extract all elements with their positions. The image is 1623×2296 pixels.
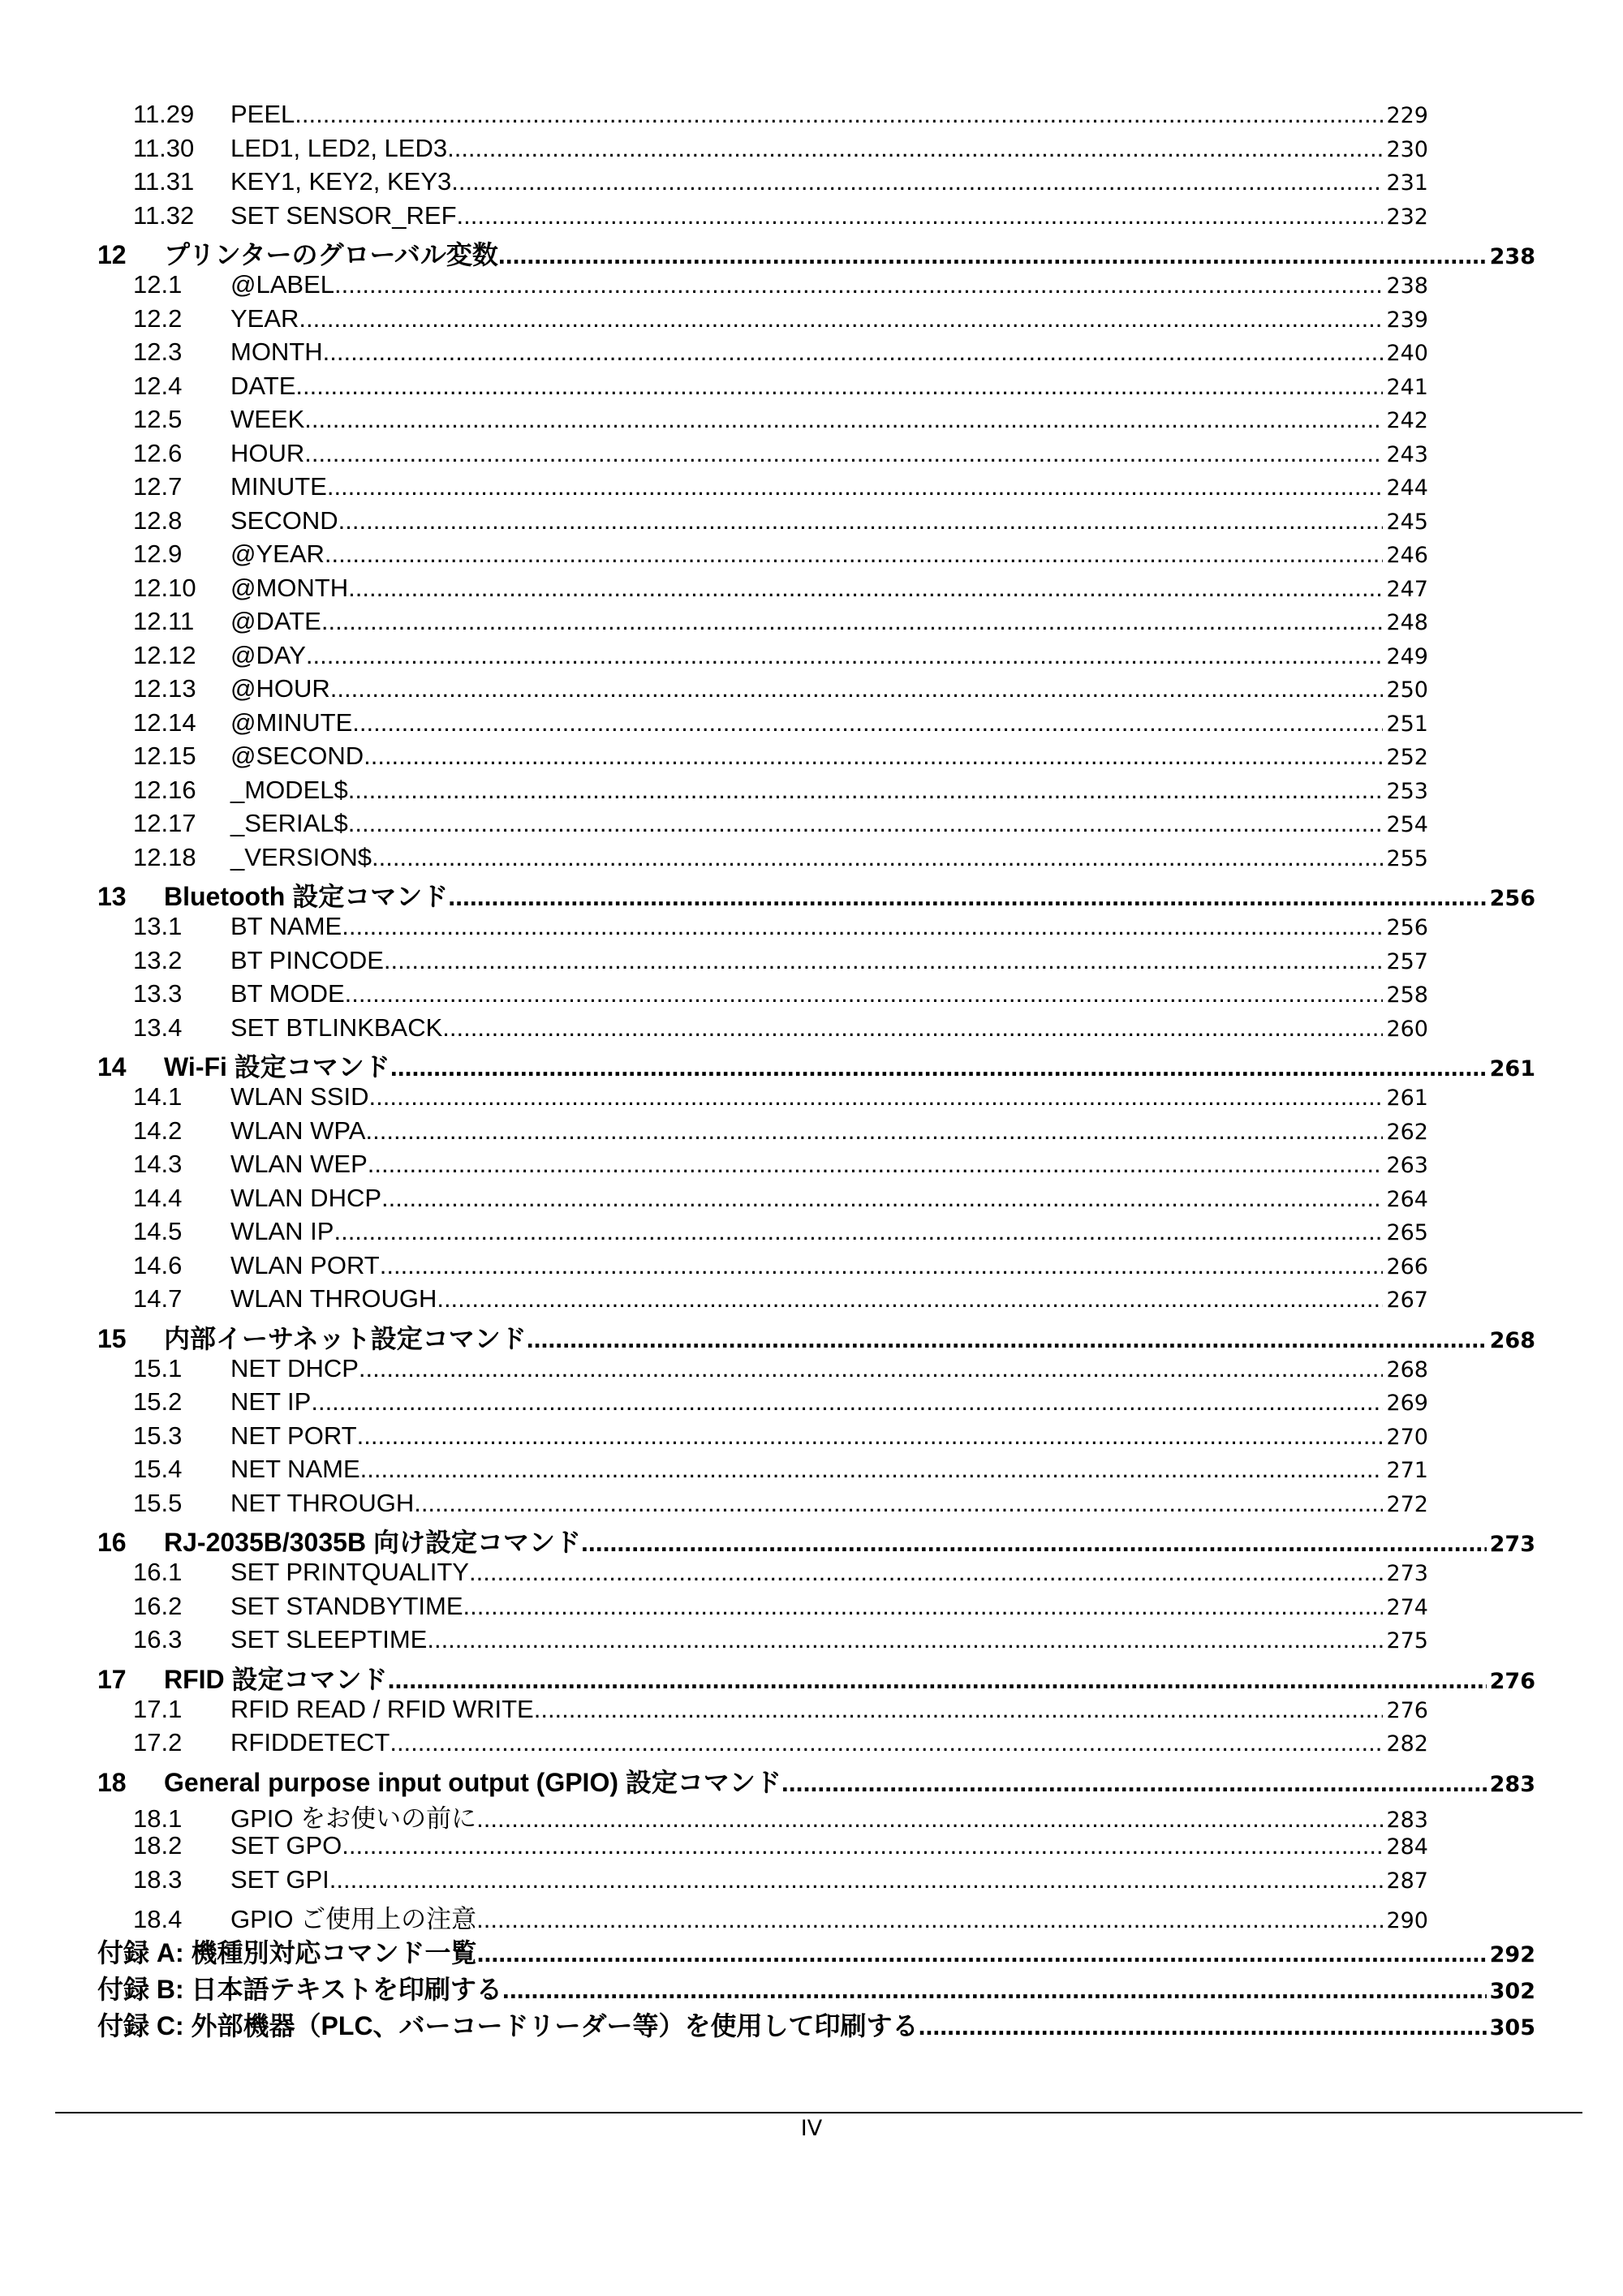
toc-page-number: 257 (1386, 948, 1428, 974)
dot-leader (342, 912, 1383, 941)
toc-chapter[interactable] (97, 1318, 1535, 1354)
dot-leader (366, 1116, 1384, 1146)
toc-number: 12.12 (133, 640, 196, 669)
toc-title: WLAN WEP (230, 1150, 368, 1178)
table-of-contents (97, 100, 1535, 2042)
dot-leader (442, 1013, 1383, 1043)
toc-page-number: 292 (1489, 1941, 1535, 1967)
toc-number: 12.4 (133, 371, 183, 400)
toc-number: 13 (97, 882, 127, 911)
dot-leader (534, 1695, 1384, 1724)
toc-title: BT MODE (230, 979, 345, 1008)
toc-page-number: 232 (1386, 204, 1428, 230)
toc-entry[interactable] (97, 1831, 1535, 1865)
toc-page-number: 246 (1386, 543, 1428, 568)
toc-number: 12.16 (133, 775, 196, 804)
toc-page-number: 254 (1386, 812, 1428, 837)
toc-number: 12.11 (133, 607, 195, 635)
toc-page-number: 229 (1386, 103, 1428, 128)
toc-entry[interactable] (97, 979, 1535, 1013)
toc-title: @MINUTE (230, 707, 353, 737)
toc-title: MONTH (230, 338, 323, 366)
toc-title: WLAN PORT (230, 1250, 380, 1279)
toc-title: _MODEL$ (230, 775, 348, 804)
toc-page-number: 258 (1386, 982, 1428, 1008)
toc-title: @DATE (230, 607, 321, 635)
toc-number: 16.3 (133, 1625, 183, 1653)
toc-number: 12.14 (133, 707, 196, 737)
dot-leader (348, 776, 1384, 805)
toc-page-number: 242 (1386, 408, 1428, 433)
dot-leader (299, 304, 1383, 333)
toc-entry[interactable] (97, 574, 1535, 608)
toc-number: 15 (97, 1323, 127, 1353)
toc-number: 13.2 (133, 945, 183, 974)
toc-title: SET BTLINKBACK (230, 1013, 443, 1042)
toc-entry[interactable] (97, 1558, 1535, 1592)
toc-page-number: 287 (1386, 1868, 1428, 1894)
toc-page-number: 268 (1386, 1357, 1428, 1382)
toc-page-number: 238 (1489, 244, 1535, 269)
toc-number: 18 (97, 1767, 127, 1797)
toc-title: WLAN SSID (230, 1082, 369, 1111)
toc-title: SET STANDBYTIME (230, 1591, 463, 1620)
dot-leader (348, 574, 1383, 603)
toc-number: 14.4 (133, 1183, 183, 1212)
toc-entry[interactable] (97, 708, 1535, 742)
toc-page-number: 261 (1386, 1086, 1428, 1111)
toc-entry[interactable] (97, 641, 1535, 675)
toc-number: 18.3 (133, 1864, 183, 1894)
toc-entry[interactable] (97, 1116, 1535, 1150)
toc-title: Wi-Fi 設定コマンド (164, 1052, 390, 1081)
toc-title: BT PINCODE (230, 945, 384, 974)
toc-entry[interactable] (97, 1251, 1535, 1285)
toc-entry[interactable] (97, 1184, 1535, 1218)
toc-entry[interactable] (97, 134, 1535, 168)
dot-leader (469, 1558, 1383, 1587)
dot-leader (581, 1528, 1487, 1558)
toc-number: 18.1 (133, 1804, 183, 1831)
dot-leader (360, 1455, 1384, 1484)
dot-leader (390, 1728, 1383, 1757)
dot-leader (359, 1354, 1384, 1383)
dot-leader (463, 1592, 1384, 1621)
toc-entry[interactable] (97, 674, 1535, 708)
toc-page-number: 276 (1386, 1697, 1428, 1723)
toc-number: 12.8 (133, 505, 183, 535)
toc-title: _VERSION$ (230, 842, 372, 871)
dot-leader (342, 1831, 1383, 1860)
dot-leader (295, 372, 1383, 401)
toc-entry[interactable] (97, 1592, 1535, 1626)
toc-number: 14.5 (133, 1217, 183, 1245)
dot-leader (368, 1150, 1384, 1179)
dot-leader (338, 506, 1384, 535)
toc-title: MINUTE (230, 472, 327, 501)
dot-leader (476, 1804, 1383, 1832)
dot-leader (477, 1938, 1487, 1968)
toc-entry[interactable] (97, 1150, 1535, 1184)
toc-number: 17.2 (133, 1728, 183, 1756)
toc-title: KEY1, KEY2, KEY3 (230, 167, 452, 196)
toc-number: 15.4 (133, 1455, 183, 1483)
toc-page-number: 272 (1386, 1491, 1428, 1517)
toc-page-number: 273 (1489, 1532, 1535, 1557)
dot-leader (369, 1082, 1384, 1111)
toc-number: 11.31 (133, 167, 195, 196)
toc-entry[interactable] (97, 1728, 1535, 1762)
toc-chapter[interactable] (97, 1047, 1535, 1082)
dot-leader (447, 134, 1383, 163)
toc-number: 14.3 (133, 1150, 183, 1178)
dot-leader (448, 882, 1486, 912)
toc-entry[interactable] (97, 506, 1535, 540)
dot-leader (348, 809, 1384, 838)
toc-title: NET NAME (230, 1455, 360, 1483)
toc-entry[interactable] (97, 270, 1535, 304)
toc-number: 15.2 (133, 1387, 183, 1416)
dot-leader (427, 1625, 1383, 1654)
toc-title: @DAY (230, 640, 306, 669)
dot-leader (380, 1251, 1384, 1280)
toc-entry[interactable] (97, 1421, 1535, 1455)
toc-page-number: 267 (1386, 1288, 1428, 1313)
toc-title: RFIDDETECT (230, 1728, 390, 1756)
toc-number: 12.10 (133, 573, 196, 602)
toc-title: WLAN IP (230, 1217, 334, 1245)
toc-title: _SERIAL$ (230, 809, 348, 837)
toc-page-number: 263 (1386, 1153, 1428, 1178)
dot-leader (306, 641, 1384, 670)
toc-entry[interactable] (97, 1387, 1535, 1421)
toc-title: LED1, LED2, LED3 (230, 133, 448, 162)
toc-title: WEEK (230, 405, 305, 433)
toc-number: 12.18 (133, 842, 196, 871)
toc-entry[interactable] (97, 439, 1535, 473)
dot-leader (295, 100, 1383, 129)
toc-number: 13.3 (133, 979, 183, 1008)
toc-entry[interactable] (97, 1695, 1535, 1729)
toc-title: SECOND (230, 505, 338, 535)
toc-entry[interactable] (97, 167, 1535, 201)
toc-appendix[interactable] (97, 2006, 1535, 2042)
toc-title: @LABEL (230, 270, 334, 299)
toc-number: 12 (97, 240, 127, 269)
toc-title: @YEAR (230, 540, 325, 568)
toc-chapter[interactable] (97, 1659, 1535, 1695)
toc-title: SET SENSOR_REF (230, 200, 457, 230)
toc-page-number: 264 (1386, 1186, 1428, 1212)
toc-page-number: 270 (1386, 1424, 1428, 1450)
toc-number: 12.15 (133, 742, 196, 770)
toc-title: DATE (230, 371, 296, 400)
toc-number: 11.30 (133, 133, 195, 162)
toc-title: General purpose input output (GPIO) 設定コマンド (164, 1767, 781, 1797)
toc-page-number: 244 (1386, 475, 1428, 501)
dot-leader (325, 540, 1384, 569)
toc-page-number: 250 (1386, 677, 1428, 703)
toc-entry[interactable] (97, 1013, 1535, 1047)
toc-entry[interactable] (97, 472, 1535, 506)
toc-page-number: 276 (1489, 1668, 1535, 1694)
dot-leader (334, 270, 1383, 299)
dot-leader (388, 1665, 1487, 1695)
toc-page-number: 262 (1386, 1119, 1428, 1145)
toc-page-number: 302 (1489, 1978, 1535, 2004)
toc-page-number: 248 (1386, 610, 1428, 635)
toc-title: NET PORT (230, 1421, 357, 1450)
toc-number: 12.17 (133, 809, 196, 837)
toc-number: 14.7 (133, 1284, 183, 1313)
dot-leader (414, 1489, 1383, 1518)
toc-title: RFID READ / RFID WRITE (230, 1694, 534, 1723)
toc-title: GPIO ご使用上の注意 (230, 1905, 477, 1933)
toc-entry[interactable] (97, 1217, 1535, 1251)
toc-chapter[interactable] (97, 1522, 1535, 1558)
toc-page-number: 256 (1386, 915, 1428, 940)
dot-leader (381, 1184, 1383, 1213)
dot-leader (451, 167, 1383, 196)
toc-number: 14.1 (133, 1082, 183, 1111)
dot-leader (527, 1324, 1487, 1354)
dot-leader (457, 201, 1384, 230)
toc-number: 14.6 (133, 1250, 183, 1279)
toc-number: 12.13 (133, 674, 196, 703)
toc-page-number: 231 (1386, 170, 1428, 196)
toc-number: 17 (97, 1664, 127, 1694)
toc-page-number: 282 (1386, 1731, 1428, 1756)
toc-entry[interactable] (97, 912, 1535, 946)
toc-page-number: 230 (1386, 136, 1428, 162)
toc-title: @SECOND (230, 742, 364, 770)
toc-number: 18.4 (133, 1905, 183, 1933)
toc-page-number: 271 (1386, 1458, 1428, 1483)
toc-number: 15.1 (133, 1353, 183, 1382)
toc-title: NET DHCP (230, 1353, 359, 1382)
toc-number: 13.1 (133, 912, 183, 940)
toc-page-number: 240 (1386, 341, 1428, 366)
toc-number: 14 (97, 1052, 127, 1081)
toc-page-number: 266 (1386, 1253, 1428, 1279)
dot-leader (781, 1768, 1487, 1798)
toc-page-number: 290 (1386, 1908, 1428, 1933)
toc-number: 17.1 (133, 1694, 183, 1723)
dot-leader (311, 1387, 1383, 1417)
toc-page-number: 268 (1489, 1327, 1535, 1353)
toc-title: YEAR (230, 303, 299, 333)
toc-title: WLAN WPA (230, 1116, 366, 1145)
dot-leader (502, 1975, 1487, 2005)
dot-leader (330, 674, 1384, 703)
dot-leader (321, 607, 1384, 636)
toc-number: 12.3 (133, 338, 183, 366)
dot-leader (352, 708, 1383, 737)
toc-title: RJ-2035B/3035B 向け設定コマンド (164, 1528, 581, 1557)
toc-title: 付録 C: 外部機器（PLC、バーコードリーダー等）を使用して印刷する (97, 2010, 919, 2040)
toc-page-number: 260 (1386, 1016, 1428, 1042)
dot-leader (384, 946, 1384, 975)
toc-title: @HOUR (230, 674, 330, 703)
toc-appendix[interactable] (97, 1969, 1535, 2006)
toc-entry[interactable] (97, 776, 1535, 810)
toc-number: 12.9 (133, 540, 183, 568)
toc-page-number: 243 (1386, 441, 1428, 467)
dot-leader (437, 1284, 1383, 1314)
toc-title: プリンターのグローバル変数 (164, 240, 498, 269)
toc-title: WLAN THROUGH (230, 1284, 437, 1313)
dot-leader (364, 742, 1383, 771)
toc-number: 14.2 (133, 1116, 183, 1145)
toc-title: SET PRINTQUALITY (230, 1558, 469, 1586)
dot-leader (304, 439, 1383, 468)
toc-appendix[interactable] (97, 1933, 1535, 1969)
toc-title: 付録 B: 日本語テキストを印刷する (97, 1974, 502, 2004)
dot-leader (304, 405, 1383, 434)
toc-page-number: 247 (1386, 576, 1428, 602)
toc-title: WLAN DHCP (230, 1183, 382, 1212)
toc-entry[interactable] (97, 1865, 1535, 1899)
toc-title: SET GPO (230, 1831, 342, 1860)
toc-page-number: 249 (1386, 643, 1428, 669)
toc-page-number: 305 (1489, 2014, 1535, 2040)
page-number: IV (800, 2116, 823, 2141)
footer-rule (55, 2112, 1582, 2113)
toc-page-number: 284 (1386, 1834, 1428, 1860)
toc-title: SET SLEEPTIME (230, 1625, 428, 1653)
toc-number: 16.2 (133, 1591, 183, 1620)
toc-entry[interactable] (97, 405, 1535, 439)
toc-page-number: 238 (1386, 273, 1428, 299)
toc-entry[interactable] (97, 1798, 1535, 1832)
toc-title: 付録 A: 機種別対応コマンド一覧 (97, 1937, 477, 1967)
dot-leader (357, 1421, 1384, 1451)
toc-page-number: 251 (1386, 711, 1428, 737)
toc-title: Bluetooth 設定コマンド (164, 882, 449, 911)
toc-number: 11.29 (133, 100, 195, 128)
toc-entry[interactable] (97, 946, 1535, 980)
toc-title: SET GPI (230, 1864, 329, 1894)
toc-number: 12.5 (133, 405, 183, 433)
toc-page-number: 283 (1489, 1771, 1535, 1797)
toc-number: 16 (97, 1528, 127, 1557)
toc-number: 12.6 (133, 438, 183, 467)
toc-page-number: 241 (1386, 374, 1428, 400)
dot-leader (329, 1865, 1384, 1894)
toc-title: @MONTH (230, 573, 349, 602)
toc-page-number: 265 (1386, 1220, 1428, 1245)
toc-entry[interactable] (97, 1898, 1535, 1933)
toc-number: 15.3 (133, 1421, 183, 1450)
toc-chapter[interactable] (97, 234, 1535, 270)
toc-page-number: 256 (1489, 886, 1535, 911)
toc-page-number: 255 (1386, 845, 1428, 871)
toc-entry[interactable] (97, 843, 1535, 877)
toc-entry[interactable] (97, 1284, 1535, 1318)
toc-title: NET IP (230, 1387, 312, 1416)
toc-entry[interactable] (97, 1455, 1535, 1489)
dot-leader (476, 1905, 1383, 1933)
dot-leader (334, 1217, 1383, 1246)
toc-page-number: 239 (1386, 307, 1428, 333)
toc-number: 15.5 (133, 1488, 183, 1517)
toc-entry[interactable] (97, 100, 1535, 134)
toc-title: 内部イーサネット設定コマンド (164, 1323, 527, 1353)
toc-chapter[interactable] (97, 876, 1535, 912)
toc-entry[interactable] (97, 1625, 1535, 1659)
dot-leader (390, 1052, 1487, 1082)
toc-title: HOUR (230, 438, 305, 467)
toc-number: 11.32 (133, 200, 195, 230)
dot-leader (327, 472, 1384, 501)
toc-number: 12.2 (133, 303, 183, 333)
dot-leader (372, 843, 1383, 872)
toc-entry[interactable] (97, 1082, 1535, 1116)
dot-leader (919, 2011, 1487, 2041)
toc-entry[interactable] (97, 742, 1535, 776)
toc-number: 12.7 (133, 472, 183, 501)
toc-page-number: 252 (1386, 745, 1428, 770)
toc-entry[interactable] (97, 338, 1535, 372)
toc-entry[interactable] (97, 809, 1535, 843)
toc-number: 18.2 (133, 1831, 183, 1860)
toc-title: PEEL (230, 100, 295, 128)
dot-leader (345, 979, 1384, 1008)
dot-leader (498, 240, 1487, 270)
toc-entry[interactable] (97, 372, 1535, 406)
toc-number: 12.1 (133, 270, 183, 299)
toc-page-number: 274 (1386, 1594, 1428, 1620)
toc-page-number: 269 (1386, 1391, 1428, 1416)
toc-title: GPIO をお使いの前に (230, 1804, 477, 1831)
toc-number: 16.1 (133, 1558, 183, 1586)
dot-leader (323, 338, 1384, 367)
toc-title: NET THROUGH (230, 1488, 415, 1517)
toc-entry[interactable] (97, 201, 1535, 235)
toc-entry[interactable] (97, 540, 1535, 574)
toc-chapter[interactable] (97, 1762, 1535, 1798)
toc-entry[interactable] (97, 304, 1535, 338)
toc-entry[interactable] (97, 607, 1535, 641)
toc-entry[interactable] (97, 1354, 1535, 1388)
toc-page-number: 273 (1386, 1561, 1428, 1586)
toc-page-number: 253 (1386, 778, 1428, 804)
toc-page-number: 261 (1489, 1056, 1535, 1081)
toc-title: BT NAME (230, 912, 342, 940)
toc-page-number: 283 (1386, 1807, 1428, 1831)
toc-number: 13.4 (133, 1013, 183, 1042)
toc-entry[interactable] (97, 1489, 1535, 1523)
toc-title: RFID 設定コマンド (164, 1664, 388, 1694)
toc-page-number: 275 (1386, 1628, 1428, 1653)
toc-page-number: 245 (1386, 509, 1428, 535)
